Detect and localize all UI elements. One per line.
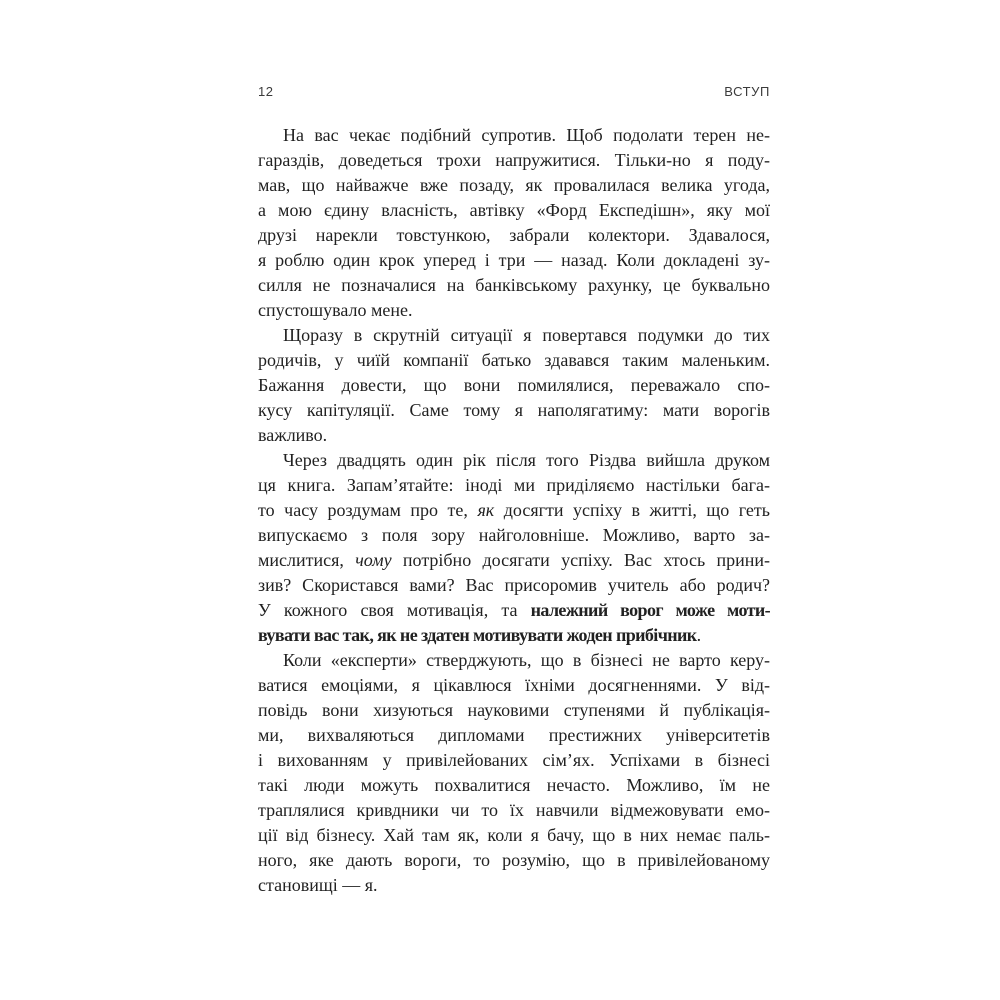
text-line: [258, 298, 770, 323]
text-line: [258, 323, 770, 348]
text-run: випускаємо з поля зору найголовніше. Можливо, варто за-: [258, 525, 770, 545]
text-run: Бажання довести, що вони помилялися, переважало спо-: [258, 375, 770, 395]
text-run: ця книга. Запам’ятайте: іноді ми приділяємо настільки бага-: [258, 475, 770, 495]
text-line: [258, 448, 770, 473]
text-line: [258, 823, 770, 848]
text-line: [258, 498, 770, 523]
text-line: [258, 398, 770, 423]
text-run: У кожного своя мотивація, та: [258, 600, 531, 620]
text-line: [258, 798, 770, 823]
text-run: ції від бізнесу. Хай там як, коли я бачу, що в них немає паль-: [258, 825, 770, 845]
text-line: [258, 598, 770, 623]
paragraph: [258, 123, 770, 323]
text-run: ми, вихваляються дипломами престижних університетів: [258, 725, 770, 745]
text-run: гараздів, доведеться трохи напружитися. Тільки-но я поду-: [258, 150, 770, 170]
page-body: [258, 123, 770, 898]
text-run: Коли «експерти» стверджують, що в бізнесі не варто керу-: [283, 650, 770, 670]
text-run: зив? Скористався вами? Вас присоромив учитель або родич?: [258, 575, 770, 595]
text-line: [258, 873, 770, 898]
text-run: ватися емоціями, я цікавлюся їхніми досягненнями. У від-: [258, 675, 770, 695]
text-run: мислитися,: [258, 550, 356, 570]
text-line: [258, 673, 770, 698]
text-line: [258, 698, 770, 723]
text-run: я роблю один крок уперед і три — назад. Коли докладені зу-: [258, 250, 770, 270]
text-line: [258, 148, 770, 173]
text-run: мав, що найважче вже позаду, як провалилася велика угода,: [258, 175, 770, 195]
text-run: становищі — я.: [258, 875, 378, 895]
text-line: [258, 523, 770, 548]
text-run: спустошувало мене.: [258, 300, 413, 320]
text-line: [258, 423, 770, 448]
paragraph: [258, 323, 770, 448]
text-run: такі люди можуть похвалитися нечасто. Можливо, їм не: [258, 775, 770, 795]
text-line: [258, 248, 770, 273]
text-line: [258, 723, 770, 748]
text-run: як: [477, 500, 495, 520]
text-line: [258, 623, 770, 648]
chapter-running-title: ВСТУП: [724, 84, 770, 99]
paragraph: [258, 648, 770, 898]
text-run: то часу роздумам про те,: [258, 500, 478, 520]
text-line: [258, 198, 770, 223]
text-run: траплялися кривдники чи то їх навчили відмежовувати емо-: [258, 800, 770, 820]
running-header: [258, 84, 770, 99]
text-run: .: [696, 625, 702, 645]
text-line: [258, 548, 770, 573]
text-line: [258, 573, 770, 598]
text-run: і вихованням у привілейованих сім’ях. Успіхами в бізнесі: [258, 750, 770, 770]
text-run: друзі нарекли товстункою, забрали колектори. Здавалося,: [258, 225, 770, 245]
page-number: 12: [258, 84, 274, 99]
text-line: [258, 848, 770, 873]
text-run: родичів, у чиїй компанії батько здавався таким маленьким.: [258, 350, 770, 370]
text-line: [258, 173, 770, 198]
text-line: [258, 773, 770, 798]
text-run: силля не позначалися на банківському рахунку, це буквально: [258, 275, 770, 295]
paragraph: [258, 448, 770, 648]
text-run: На вас чекає подібний супротив. Щоб подолати терен не-: [283, 125, 770, 145]
text-run: ного, яке дають вороги, то розумію, що в привілейованому: [258, 850, 770, 870]
text-run: а мою єдину власність, автівку «Форд Експедішн», яку мої: [258, 200, 770, 220]
text-run: потрібно досягати успіху. Вас хтось прини-: [391, 550, 770, 570]
text-line: [258, 473, 770, 498]
text-run: повідь вони хизуються науковими ступенями й публікація-: [258, 700, 770, 720]
text-line: [258, 648, 770, 673]
text-line: [258, 348, 770, 373]
text-line: [258, 123, 770, 148]
text-run: важливо.: [258, 425, 328, 445]
text-run: досягти успіху в житті, що геть: [494, 500, 770, 520]
text-run: Через двадцять один рік після того Різдва вийшла друком: [283, 450, 770, 470]
text-line: [258, 273, 770, 298]
text-run: належний ворог може моти-: [530, 600, 771, 620]
text-line: [258, 748, 770, 773]
text-line: [258, 223, 770, 248]
text-run: кусу капітуляції. Саме тому я наполягатиму: мати ворогів: [258, 400, 770, 420]
text-run: Щоразу в скрутній ситуації я повертався подумки до тих: [283, 325, 770, 345]
text-run: вувати вас так, як не здатен мотивувати жоден прибічник: [258, 625, 697, 645]
text-line: [258, 373, 770, 398]
text-run: чому: [355, 550, 392, 570]
